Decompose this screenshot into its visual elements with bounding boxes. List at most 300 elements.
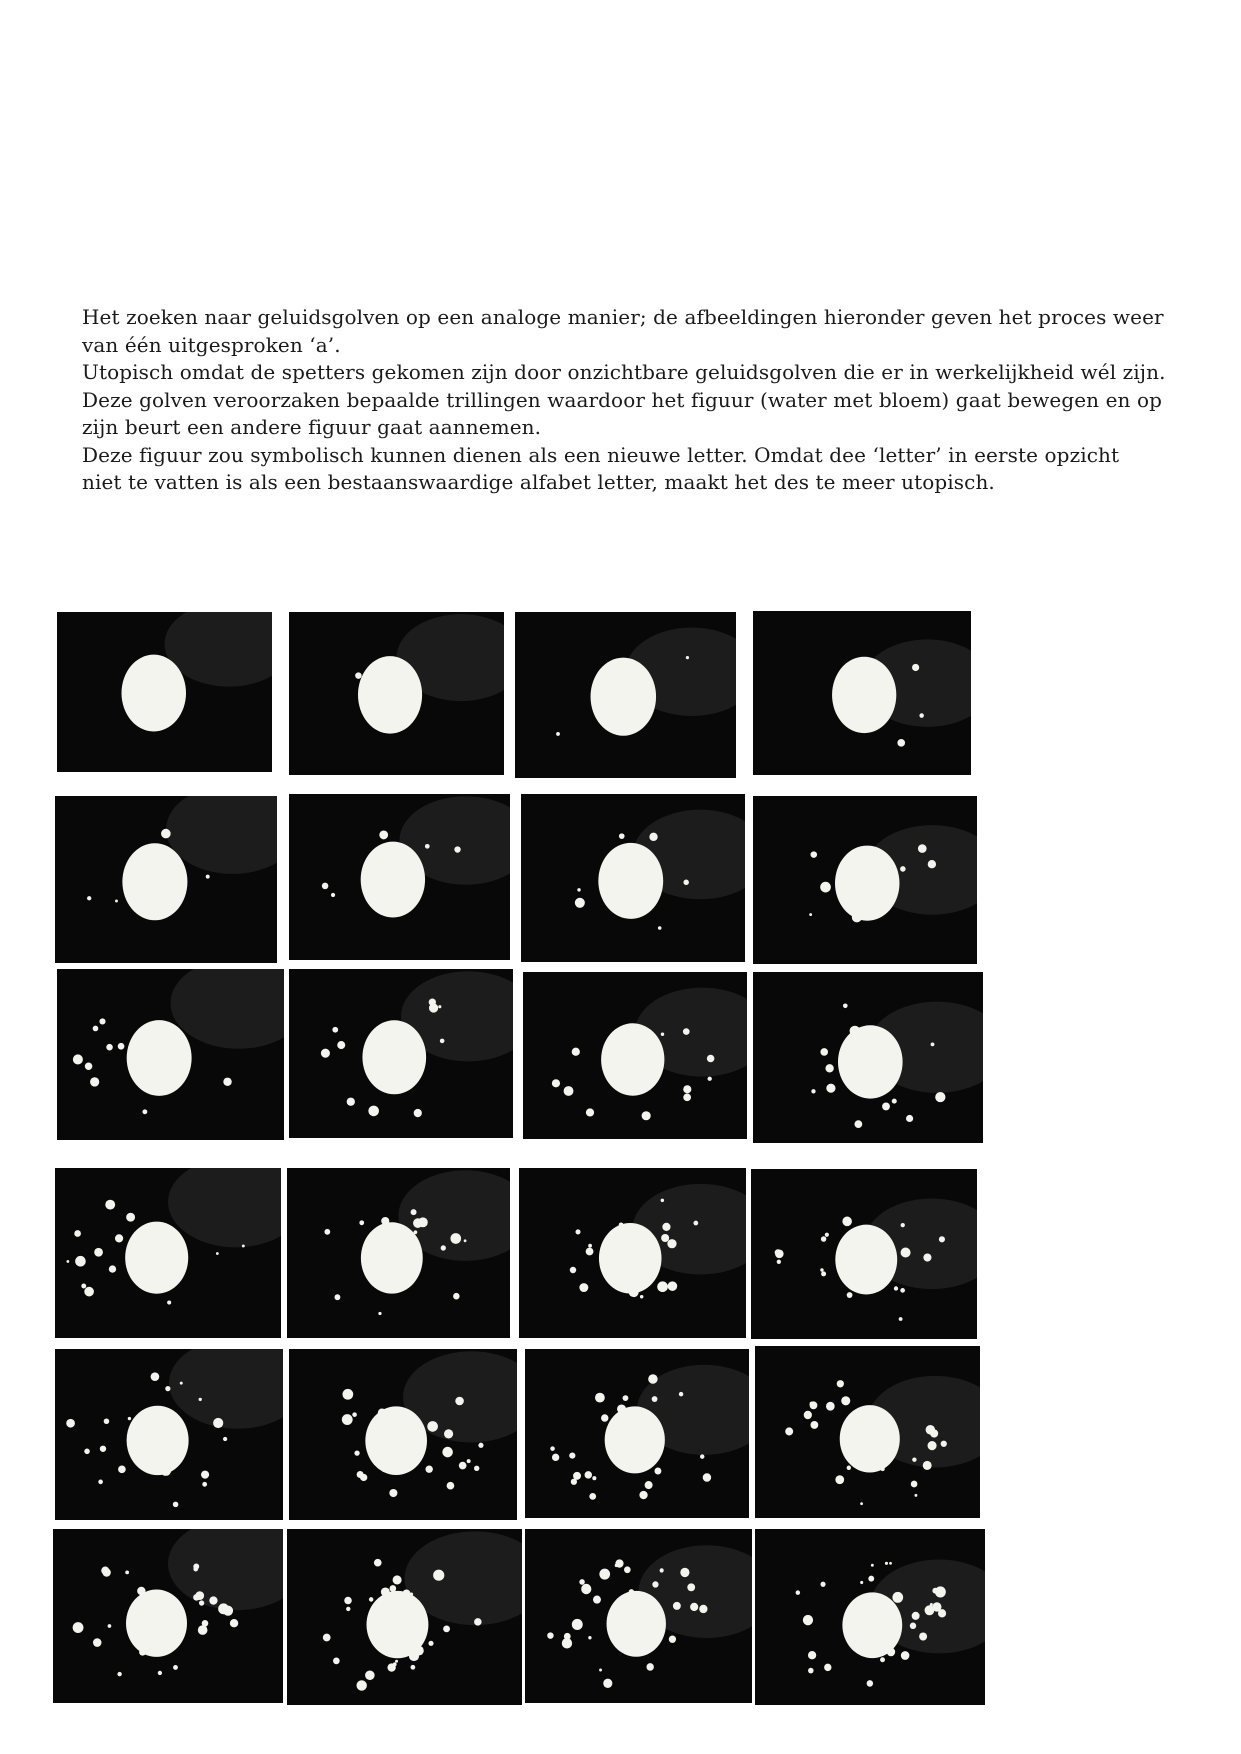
photo-frame <box>755 1346 980 1518</box>
liquid-blob <box>127 1020 192 1096</box>
droplet <box>680 1568 689 1577</box>
droplet <box>355 672 361 679</box>
droplet <box>687 1583 695 1591</box>
droplet <box>579 1579 584 1585</box>
droplet <box>854 1120 862 1128</box>
text-line: Het zoeken naar geluidsgolven op een analoge manier; de afbeeldingen hieronder geven het proces weer <box>82 305 1164 329</box>
droplet <box>686 656 689 659</box>
photo-frame <box>287 1529 522 1705</box>
droplet <box>337 1041 345 1049</box>
droplet <box>137 1587 145 1595</box>
droplet <box>926 1425 935 1435</box>
droplet <box>572 1048 580 1056</box>
droplet <box>335 1294 341 1300</box>
liquid-blob <box>832 657 896 733</box>
droplet <box>915 1494 918 1497</box>
droplet <box>835 1475 844 1484</box>
droplet <box>900 1288 905 1293</box>
droplet <box>104 1418 110 1424</box>
droplet <box>158 1407 162 1411</box>
droplet <box>617 1404 626 1413</box>
droplet <box>572 1619 583 1630</box>
droplet <box>912 1457 916 1461</box>
droplet <box>624 1566 631 1573</box>
droplet <box>108 1624 112 1628</box>
droplet <box>811 851 818 858</box>
droplet <box>826 1402 835 1411</box>
droplet <box>173 1502 179 1508</box>
droplet <box>629 1287 639 1297</box>
photo-frame <box>57 969 284 1140</box>
droplet <box>393 1662 397 1666</box>
photo-frame <box>521 794 745 962</box>
droplet <box>826 1084 835 1093</box>
droplet <box>547 1632 553 1638</box>
droplet <box>820 1582 825 1587</box>
droplet <box>206 875 210 879</box>
droplet <box>894 1286 898 1290</box>
droplet <box>433 1570 444 1581</box>
droplet <box>777 1260 781 1264</box>
droplet <box>381 1587 390 1596</box>
droplet <box>438 1005 441 1008</box>
droplet <box>450 1233 461 1244</box>
droplet <box>199 1600 204 1605</box>
droplet <box>115 1234 123 1242</box>
droplet <box>117 1672 121 1676</box>
text-line: Deze figuur zou symbolisch kunnen dienen als een nieuwe letter. Omdat dee ‘letter’ in eerste opzicht <box>82 442 1120 467</box>
droplet <box>414 1109 422 1117</box>
droplet <box>901 1651 910 1660</box>
droplet <box>105 1200 115 1210</box>
photo-frame <box>55 796 277 963</box>
droplet <box>118 1466 126 1474</box>
droplet <box>213 1418 223 1428</box>
droplet <box>474 1618 482 1626</box>
droplet <box>652 1396 658 1402</box>
droplet <box>570 1267 576 1273</box>
liquid-blob <box>365 1406 427 1475</box>
droplet <box>453 1293 459 1300</box>
droplet <box>418 1217 428 1227</box>
droplet <box>938 1609 946 1617</box>
droplet <box>935 1092 945 1102</box>
droplet <box>216 1252 219 1255</box>
droplet <box>619 1222 624 1227</box>
droplet <box>871 1564 874 1567</box>
droplet <box>87 896 91 900</box>
photo-frame <box>289 1349 517 1520</box>
droplet <box>821 1236 826 1241</box>
droplet <box>139 1649 146 1656</box>
text-line: Utopisch omdat de spetters gekomen zijn door onzichtbare geluidsgolven die er in werkelijkheid wél zijn. <box>82 360 1166 384</box>
droplet <box>923 1461 932 1470</box>
droplet <box>825 1233 829 1237</box>
droplet <box>441 1245 446 1250</box>
droplet <box>703 1473 711 1482</box>
droplet <box>912 1612 920 1620</box>
droplet <box>550 1446 555 1451</box>
droplet <box>571 1479 577 1485</box>
droplet <box>125 1570 129 1574</box>
droplet <box>897 739 905 747</box>
droplet <box>414 1646 424 1656</box>
photo-frame <box>525 1529 752 1703</box>
droplet <box>700 1454 704 1458</box>
droplet <box>324 1229 330 1235</box>
droplet <box>193 1594 199 1600</box>
droplet <box>202 1482 207 1487</box>
droplet <box>642 1111 651 1120</box>
droplet <box>649 833 657 841</box>
droplet <box>575 1229 580 1234</box>
droplet <box>707 1055 715 1063</box>
droplet <box>474 1466 479 1471</box>
droplet <box>411 1209 417 1215</box>
droplet <box>378 1312 381 1315</box>
droplet <box>342 1414 353 1425</box>
droplet <box>126 1213 135 1222</box>
droplet <box>102 1568 110 1576</box>
droplet <box>402 1589 410 1597</box>
droplet <box>899 1317 903 1321</box>
droplet <box>880 1657 885 1662</box>
droplet <box>440 1039 445 1044</box>
droplet <box>592 1476 596 1480</box>
droplet <box>378 1225 384 1231</box>
droplet <box>414 1230 418 1234</box>
droplet <box>887 1648 895 1657</box>
droplet <box>658 926 662 930</box>
droplet <box>94 1248 103 1257</box>
droplet <box>198 1625 208 1635</box>
droplet <box>428 1641 433 1646</box>
droplet <box>410 1665 415 1670</box>
droplet <box>586 1108 594 1116</box>
droplet <box>639 1491 647 1499</box>
droplet <box>669 1635 676 1642</box>
droplet <box>109 1265 116 1272</box>
droplet <box>142 1109 147 1114</box>
droplet <box>811 1089 815 1093</box>
droplet <box>442 1447 453 1458</box>
droplet <box>98 1480 103 1485</box>
droplet <box>796 1590 800 1595</box>
droplet <box>589 1493 596 1500</box>
droplet <box>935 1586 946 1597</box>
droplet <box>218 1603 229 1614</box>
droplet <box>381 1217 389 1225</box>
droplet <box>374 1559 382 1567</box>
droplet <box>920 1633 924 1637</box>
liquid-blob <box>591 658 657 736</box>
liquid-blob <box>835 846 899 921</box>
droplet <box>552 1079 560 1087</box>
droplet <box>199 1398 202 1401</box>
droplet <box>357 1471 364 1478</box>
droplet <box>708 1077 712 1081</box>
droplet <box>173 1665 178 1670</box>
droplet <box>73 1054 83 1064</box>
droplet <box>346 1607 350 1611</box>
liquid-blob <box>122 843 187 920</box>
droplet <box>928 860 936 868</box>
droplet <box>579 1283 588 1292</box>
droplet <box>100 1446 106 1452</box>
text-line: niet te vatten is als een bestaanswaardige alfabet letter, maakt het des te meer utopisch. <box>82 470 995 494</box>
droplet <box>615 1559 623 1567</box>
droplet <box>425 844 430 849</box>
photo-frame <box>755 1529 985 1705</box>
droplet <box>344 1597 352 1605</box>
droplet <box>850 1026 861 1037</box>
photo-frame <box>523 972 747 1139</box>
droplet <box>882 1103 890 1111</box>
liquid-blob <box>362 1020 426 1094</box>
droplet <box>941 1441 947 1447</box>
photo-frame <box>289 612 504 775</box>
droplet <box>332 1027 338 1033</box>
droplet <box>683 1028 690 1035</box>
droplet <box>654 1468 661 1475</box>
droplet <box>683 880 688 885</box>
droplet <box>645 1481 653 1489</box>
droplet <box>151 1372 160 1381</box>
droplet <box>81 1284 86 1289</box>
droplet <box>158 1671 162 1675</box>
droplet <box>379 831 388 840</box>
photo-frame <box>753 972 983 1143</box>
droplet <box>359 1220 364 1225</box>
droplet <box>322 883 329 890</box>
droplet <box>390 1585 397 1592</box>
droplet <box>75 1256 86 1267</box>
droplet <box>867 1680 873 1687</box>
droplet <box>880 1467 884 1471</box>
droplet <box>619 833 625 839</box>
droplet <box>623 1395 629 1401</box>
droplet <box>90 1077 99 1086</box>
droplet <box>427 1421 438 1432</box>
droplet <box>661 1199 664 1202</box>
droplet <box>699 1605 707 1613</box>
droplet <box>860 1581 863 1584</box>
droplet <box>810 1401 815 1406</box>
droplet <box>852 912 862 922</box>
droplet <box>846 1398 849 1401</box>
liquid-blob <box>361 1222 423 1293</box>
droplet <box>847 1466 851 1470</box>
droplet <box>803 1615 813 1625</box>
droplet <box>581 1584 591 1594</box>
droplet <box>912 664 919 671</box>
droplet <box>368 1106 379 1117</box>
droplet <box>640 1295 643 1298</box>
droplet <box>395 1660 398 1663</box>
droplet <box>820 1048 828 1056</box>
droplet <box>657 1281 668 1292</box>
liquid-blob <box>838 1025 903 1098</box>
droplet <box>810 1421 818 1429</box>
droplet <box>165 1386 170 1391</box>
droplet <box>919 713 924 718</box>
photo-frame <box>289 969 513 1138</box>
droplet <box>892 1099 897 1104</box>
droplet <box>202 1620 209 1627</box>
droplet <box>393 1575 402 1584</box>
droplet <box>939 1236 945 1242</box>
droplet <box>85 1062 92 1070</box>
droplet <box>556 732 560 736</box>
droplet <box>847 1292 853 1298</box>
droplet <box>478 1443 483 1448</box>
photo-frame <box>53 1529 283 1703</box>
droplet <box>454 846 460 852</box>
droplet <box>323 1634 331 1642</box>
droplet <box>410 1592 413 1595</box>
droplet <box>66 1419 75 1428</box>
droplet <box>354 1450 359 1455</box>
droplet <box>564 1086 574 1096</box>
droplet <box>464 1239 467 1242</box>
droplet <box>824 1664 831 1671</box>
droplet <box>652 1581 658 1587</box>
liquid-blob <box>125 1222 188 1294</box>
droplet <box>93 1026 99 1032</box>
droplet <box>599 1569 610 1580</box>
droplet <box>180 1382 183 1385</box>
droplet <box>928 1441 937 1450</box>
droplet <box>161 829 171 839</box>
droplet <box>569 1452 575 1458</box>
droplet <box>369 1597 374 1602</box>
droplet <box>167 1301 171 1305</box>
text-line: van één uitgesproken ‘a’. <box>82 332 341 357</box>
droplet <box>106 1044 113 1051</box>
droplet <box>115 900 118 903</box>
liquid-blob <box>361 842 425 918</box>
liquid-blob <box>358 656 422 733</box>
droplet <box>356 1680 366 1690</box>
droplet <box>693 1221 698 1226</box>
text-line: Deze golven veroorzaken bepaalde trillingen waardoor het figuur (water met bloem) gaat bewegen en op <box>82 387 1163 412</box>
droplet <box>837 1380 844 1387</box>
droplet <box>585 1471 592 1478</box>
droplet <box>679 1392 683 1396</box>
droplet <box>230 1619 238 1627</box>
droplet <box>923 1253 931 1261</box>
droplet <box>425 1466 432 1473</box>
droplet <box>331 893 335 897</box>
droplet <box>443 1625 450 1632</box>
droplet <box>841 1396 850 1405</box>
droplet <box>690 1603 698 1611</box>
droplet <box>593 1596 601 1604</box>
droplet <box>918 844 927 853</box>
liquid-blob <box>605 1406 665 1473</box>
droplet <box>128 1417 131 1420</box>
droplet <box>365 1671 375 1681</box>
droplet <box>378 1409 386 1417</box>
droplet <box>808 1668 814 1674</box>
droplet <box>808 1651 816 1659</box>
liquid-blob <box>126 1590 187 1657</box>
photo-frame <box>287 1168 510 1338</box>
droplet <box>900 866 906 872</box>
droplet <box>868 1576 874 1582</box>
droplet <box>599 1668 602 1671</box>
droplet <box>906 1115 913 1122</box>
droplet <box>342 1389 353 1400</box>
droplet <box>160 1465 171 1476</box>
droplet <box>901 1223 905 1227</box>
droplet <box>586 1248 594 1256</box>
droplet <box>648 1374 657 1384</box>
droplet <box>118 1043 125 1050</box>
droplet <box>333 1658 340 1665</box>
droplet <box>73 1622 84 1633</box>
droplet <box>321 1049 330 1058</box>
droplet <box>552 1454 559 1461</box>
droplet <box>892 1592 903 1603</box>
droplet <box>575 898 585 908</box>
photo-frame <box>55 1349 283 1520</box>
droplet <box>577 888 580 891</box>
droplet <box>683 1085 691 1093</box>
droplet <box>667 1239 676 1248</box>
droplet <box>242 1245 245 1248</box>
droplet <box>99 1018 105 1024</box>
photo-frame <box>289 794 510 960</box>
description-text <box>82 304 1192 497</box>
droplet <box>629 1589 635 1595</box>
liquid-blob <box>835 1225 897 1295</box>
droplet <box>564 1633 571 1640</box>
droplet <box>775 1250 784 1259</box>
droplet <box>447 1482 455 1490</box>
droplet <box>911 1481 918 1488</box>
photo-frame <box>525 1349 749 1518</box>
droplet <box>93 1638 102 1647</box>
droplet <box>931 1043 935 1047</box>
photo-frame <box>57 612 272 772</box>
photo-frame <box>515 612 736 778</box>
droplet <box>785 1427 793 1435</box>
droplet <box>660 1568 664 1572</box>
droplet <box>74 1230 81 1237</box>
droplet <box>661 1234 669 1242</box>
droplet <box>673 1602 681 1610</box>
droplet <box>389 1489 397 1497</box>
droplet <box>889 1562 892 1565</box>
liquid-blob <box>599 1223 662 1294</box>
droplet <box>201 1471 209 1479</box>
droplet <box>588 1244 592 1248</box>
droplet <box>820 882 831 893</box>
liquid-blob <box>598 843 663 919</box>
liquid-blob <box>607 1591 666 1657</box>
text-line: zijn beurt een andere figuur gaat aannemen. <box>82 415 542 439</box>
droplet <box>347 1098 355 1106</box>
droplet <box>429 999 436 1006</box>
droplet <box>809 913 812 916</box>
liquid-blob <box>122 655 187 732</box>
liquid-blob <box>127 1406 189 1475</box>
droplet <box>668 1281 678 1291</box>
droplet <box>603 1679 612 1688</box>
droplet <box>661 1033 664 1036</box>
droplet <box>84 1287 94 1297</box>
